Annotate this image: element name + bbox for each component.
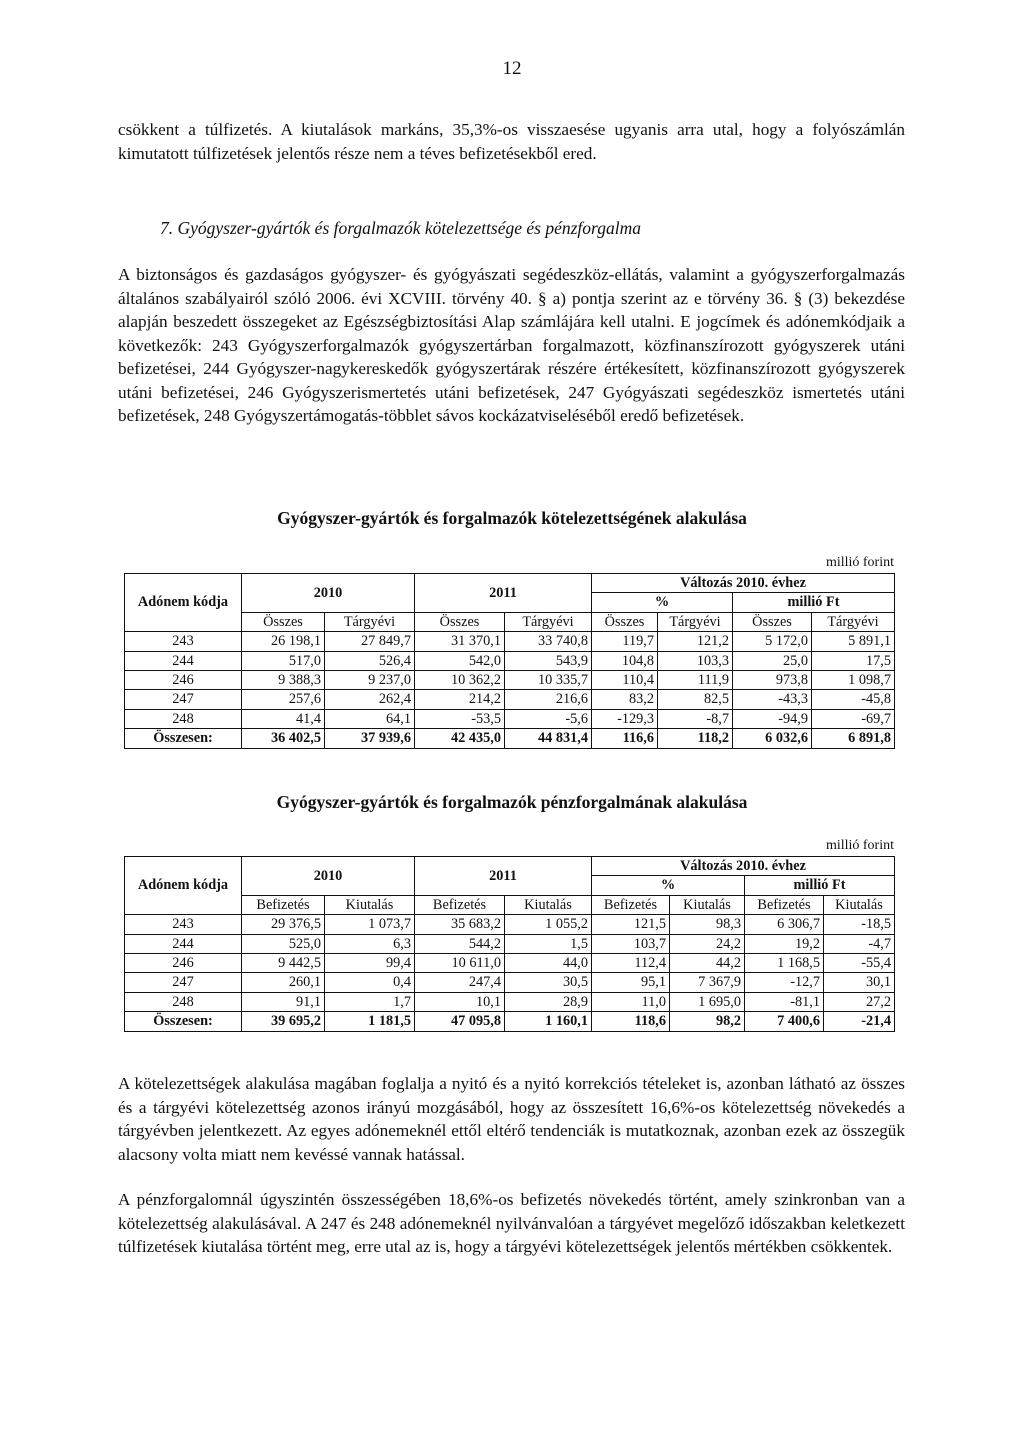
value-cell: -55,4 bbox=[824, 954, 895, 973]
value-cell: 543,9 bbox=[505, 651, 592, 670]
header-change: Változás 2010. évhez bbox=[592, 574, 895, 593]
value-cell: 517,0 bbox=[242, 651, 325, 670]
tax-code-cell: Összesen: bbox=[125, 1012, 242, 1031]
value-cell: 17,5 bbox=[812, 651, 895, 670]
value-cell: 257,6 bbox=[242, 690, 325, 709]
value-cell: 6 891,8 bbox=[812, 729, 895, 748]
value-cell: 112,4 bbox=[592, 954, 670, 973]
value-cell: 47 095,8 bbox=[415, 1012, 505, 1031]
value-cell: 526,4 bbox=[325, 651, 415, 670]
value-cell: 542,0 bbox=[415, 651, 505, 670]
value-cell: -18,5 bbox=[824, 915, 895, 934]
value-cell: 29 376,5 bbox=[242, 915, 325, 934]
subheader-current-year: Tárgyévi bbox=[505, 612, 592, 631]
subheader-refund: Kiutalás bbox=[824, 895, 895, 914]
subheader-payment: Befizetés bbox=[242, 895, 325, 914]
value-cell: 9 442,5 bbox=[242, 954, 325, 973]
table1-unit-note: millió forint bbox=[825, 555, 894, 570]
table-row bbox=[125, 915, 895, 934]
value-cell: 525,0 bbox=[242, 934, 325, 953]
subheader-total: Összes bbox=[592, 612, 658, 631]
value-cell: 37 939,6 bbox=[325, 729, 415, 748]
value-cell: 6,3 bbox=[325, 934, 415, 953]
table-row bbox=[125, 709, 895, 728]
value-cell: 25,0 bbox=[733, 651, 812, 670]
header-tax-code: Adónem kódja bbox=[125, 574, 242, 632]
subheader-refund: Kiutalás bbox=[505, 895, 592, 914]
value-cell: 103,7 bbox=[592, 934, 670, 953]
subheader-payment: Befizetés bbox=[592, 895, 670, 914]
table-total-row bbox=[125, 1012, 895, 1031]
value-cell: 95,1 bbox=[592, 973, 670, 992]
subheader-total: Összes bbox=[415, 612, 505, 631]
value-cell: 544,2 bbox=[415, 934, 505, 953]
value-cell: 5 891,1 bbox=[812, 632, 895, 651]
table1-title: Gyógyszer-gyártók és forgalmazók kötelezettségének alakulása bbox=[277, 508, 747, 528]
value-cell: 111,9 bbox=[658, 671, 733, 690]
value-cell: 24,2 bbox=[670, 934, 745, 953]
value-cell: 64,1 bbox=[325, 709, 415, 728]
value-cell: -5,6 bbox=[505, 709, 592, 728]
value-cell: 36 402,5 bbox=[242, 729, 325, 748]
value-cell: -53,5 bbox=[415, 709, 505, 728]
value-cell: 11,0 bbox=[592, 992, 670, 1011]
value-cell: 1 695,0 bbox=[670, 992, 745, 1011]
value-cell: -45,8 bbox=[812, 690, 895, 709]
table-row bbox=[125, 651, 895, 670]
header-tax-code: Adónem kódja bbox=[125, 857, 242, 915]
value-cell: 44,2 bbox=[670, 954, 745, 973]
tax-code-cell: Összesen: bbox=[125, 729, 242, 748]
value-cell: 27,2 bbox=[824, 992, 895, 1011]
value-cell: 30,5 bbox=[505, 973, 592, 992]
header-million-ft: millió Ft bbox=[733, 593, 895, 612]
tax-code-cell: 248 bbox=[125, 992, 242, 1011]
section-paragraph: A biztonságos és gazdaságos gyógyszer- és gyógyászati segédeszköz-ellátás, valamint a gyógyszerforgalmazás általános szabályairól szóló 2006. évi XCVIII. törvény 40. § a) pontja szerint az e törvény 36. § (3) bekezdése alapján beszedett összegeket az Egészségbiztosítási Alap számlájára kell utalni. E jogcímek és adónemkódjaik a következők: 243 Gyógyszerforgalmazók gyógyszertárban forgalmazott, közfinanszírozott gyógyszerek utáni befizetései, 244 Gyógyszer-nagykereskedők gyógyszertárak részére értékesített, közfinanszírozott gyógyszerek utáni befizetései, 246 Gyógyszerismertetés utáni befizetések, 247 Gyógyászati segédeszköz ismertetés utáni befizetések, 248 Gyógyszertámogatás-többlet sávos kockázatviseléséből eredő befizetések. bbox=[118, 265, 905, 425]
value-cell: 1 168,5 bbox=[745, 954, 824, 973]
value-cell: 19,2 bbox=[745, 934, 824, 953]
value-cell: 39 695,2 bbox=[242, 1012, 325, 1031]
value-cell: 1,5 bbox=[505, 934, 592, 953]
tax-code-cell: 244 bbox=[125, 934, 242, 953]
tax-code-cell: 248 bbox=[125, 709, 242, 728]
tax-code-cell: 246 bbox=[125, 671, 242, 690]
value-cell: 9 237,0 bbox=[325, 671, 415, 690]
value-cell: 44,0 bbox=[505, 954, 592, 973]
value-cell: 1 098,7 bbox=[812, 671, 895, 690]
value-cell: 98,3 bbox=[670, 915, 745, 934]
value-cell: 91,1 bbox=[242, 992, 325, 1011]
value-cell: 247,4 bbox=[415, 973, 505, 992]
value-cell: -69,7 bbox=[812, 709, 895, 728]
value-cell: 7 400,6 bbox=[745, 1012, 824, 1031]
value-cell: 260,1 bbox=[242, 973, 325, 992]
subheader-refund: Kiutalás bbox=[325, 895, 415, 914]
value-cell: 116,6 bbox=[592, 729, 658, 748]
table-row bbox=[125, 671, 895, 690]
value-cell: 5 172,0 bbox=[733, 632, 812, 651]
value-cell: -4,7 bbox=[824, 934, 895, 953]
value-cell: 103,3 bbox=[658, 651, 733, 670]
header-change: Változás 2010. évhez bbox=[592, 857, 895, 876]
cashflow-paragraph: A pénzforgalomnál úgyszintén összességében 18,6%-os befizetés növekedés történt, amely szinkronban van a kötelezettség alakulásával. A 247 és 248 adónemeknél nyilvánvalóan a tárgyévet megelőző időszakban keletkezett túlfizetések kiutalása történt meg, erre utal az is, hogy a tárgyévi kötelezettségek jelentős mértékben csökkentek. bbox=[118, 1190, 905, 1256]
value-cell: -8,7 bbox=[658, 709, 733, 728]
value-cell: 6 032,6 bbox=[733, 729, 812, 748]
header-percent: % bbox=[592, 593, 733, 612]
value-cell: -21,4 bbox=[824, 1012, 895, 1031]
value-cell: 6 306,7 bbox=[745, 915, 824, 934]
value-cell: 10 362,2 bbox=[415, 671, 505, 690]
subheader-refund: Kiutalás bbox=[670, 895, 745, 914]
value-cell: 121,5 bbox=[592, 915, 670, 934]
table-row bbox=[125, 973, 895, 992]
value-cell: -43,3 bbox=[733, 690, 812, 709]
value-cell: 7 367,9 bbox=[670, 973, 745, 992]
value-cell: 28,9 bbox=[505, 992, 592, 1011]
tax-code-cell: 247 bbox=[125, 690, 242, 709]
value-cell: 118,2 bbox=[658, 729, 733, 748]
value-cell: 214,2 bbox=[415, 690, 505, 709]
value-cell: -129,3 bbox=[592, 709, 658, 728]
table-row bbox=[125, 954, 895, 973]
value-cell: 10 335,7 bbox=[505, 671, 592, 690]
value-cell: -12,7 bbox=[745, 973, 824, 992]
value-cell: 41,4 bbox=[242, 709, 325, 728]
value-cell: 121,2 bbox=[658, 632, 733, 651]
table-row bbox=[125, 934, 895, 953]
value-cell: 973,8 bbox=[733, 671, 812, 690]
obligation-table bbox=[124, 573, 895, 749]
header-percent: % bbox=[592, 876, 745, 895]
value-cell: -94,9 bbox=[733, 709, 812, 728]
header-year-2011: 2011 bbox=[415, 574, 592, 613]
value-cell: 1 160,1 bbox=[505, 1012, 592, 1031]
value-cell: 82,5 bbox=[658, 690, 733, 709]
subheader-total: Összes bbox=[242, 612, 325, 631]
value-cell: 10 611,0 bbox=[415, 954, 505, 973]
tax-code-cell: 246 bbox=[125, 954, 242, 973]
header-million-ft: millió Ft bbox=[745, 876, 895, 895]
tax-code-cell: 243 bbox=[125, 632, 242, 651]
header-year-2010: 2010 bbox=[242, 857, 415, 896]
value-cell: -81,1 bbox=[745, 992, 824, 1011]
value-cell: 33 740,8 bbox=[505, 632, 592, 651]
value-cell: 44 831,4 bbox=[505, 729, 592, 748]
value-cell: 1 181,5 bbox=[325, 1012, 415, 1031]
table-row bbox=[125, 992, 895, 1011]
value-cell: 35 683,2 bbox=[415, 915, 505, 934]
table2-title: Gyógyszer-gyártók és forgalmazók pénzforgalmának alakulása bbox=[276, 792, 748, 812]
value-cell: 1 073,7 bbox=[325, 915, 415, 934]
value-cell: 26 198,1 bbox=[242, 632, 325, 651]
value-cell: 1 055,2 bbox=[505, 915, 592, 934]
page-number: 12 bbox=[502, 58, 522, 79]
subheader-current-year: Tárgyévi bbox=[658, 612, 733, 631]
value-cell: 118,6 bbox=[592, 1012, 670, 1031]
value-cell: 110,4 bbox=[592, 671, 658, 690]
tax-code-cell: 244 bbox=[125, 651, 242, 670]
table-row bbox=[125, 632, 895, 651]
subheader-payment: Befizetés bbox=[415, 895, 505, 914]
table2-unit-note: millió forint bbox=[825, 838, 894, 853]
value-cell: 119,7 bbox=[592, 632, 658, 651]
tax-code-cell: 247 bbox=[125, 973, 242, 992]
tax-code-cell: 243 bbox=[125, 915, 242, 934]
value-cell: 9 388,3 bbox=[242, 671, 325, 690]
table-total-row bbox=[125, 729, 895, 748]
intro-paragraph: csökkent a túlfizetés. A kiutalások markáns, 35,3%-os visszaesése ugyanis arra utal, hogy a folyószámlán kimutatott túlfizetések jelentős része nem a téves befizetésekből ered. bbox=[118, 120, 905, 163]
value-cell: 216,6 bbox=[505, 690, 592, 709]
obligation-paragraph: A kötelezettségek alakulása magában foglalja a nyitó és a nyitó korrekciós tételeket is, azonban látható az összes és a tárgyévi kötelezettség azonos irányú mozgásából, hogy az összesített 16,6%-os kötelezettség növekedés a tárgyévben jelentkezett. Az egyes adónemeknél ettől eltérő tendenciák is mutatkoznak, azonban ezek az összegük alacsony volta miatt nem kevéssé vannak hatással. bbox=[118, 1074, 905, 1164]
subheader-payment: Befizetés bbox=[745, 895, 824, 914]
value-cell: 262,4 bbox=[325, 690, 415, 709]
subheader-current-year: Tárgyévi bbox=[812, 612, 895, 631]
value-cell: 99,4 bbox=[325, 954, 415, 973]
value-cell: 31 370,1 bbox=[415, 632, 505, 651]
value-cell: 42 435,0 bbox=[415, 729, 505, 748]
value-cell: 104,8 bbox=[592, 651, 658, 670]
section-heading: 7. Gyógyszer-gyártók és forgalmazók kötelezettsége és pénzforgalma bbox=[160, 218, 641, 238]
value-cell: 0,4 bbox=[325, 973, 415, 992]
value-cell: 30,1 bbox=[824, 973, 895, 992]
value-cell: 27 849,7 bbox=[325, 632, 415, 651]
subheader-total: Összes bbox=[733, 612, 812, 631]
value-cell: 98,2 bbox=[670, 1012, 745, 1031]
table-row bbox=[125, 690, 895, 709]
cashflow-table bbox=[124, 856, 895, 1032]
value-cell: 10,1 bbox=[415, 992, 505, 1011]
header-year-2010: 2010 bbox=[242, 574, 415, 613]
value-cell: 83,2 bbox=[592, 690, 658, 709]
subheader-current-year: Tárgyévi bbox=[325, 612, 415, 631]
header-year-2011: 2011 bbox=[415, 857, 592, 896]
value-cell: 1,7 bbox=[325, 992, 415, 1011]
